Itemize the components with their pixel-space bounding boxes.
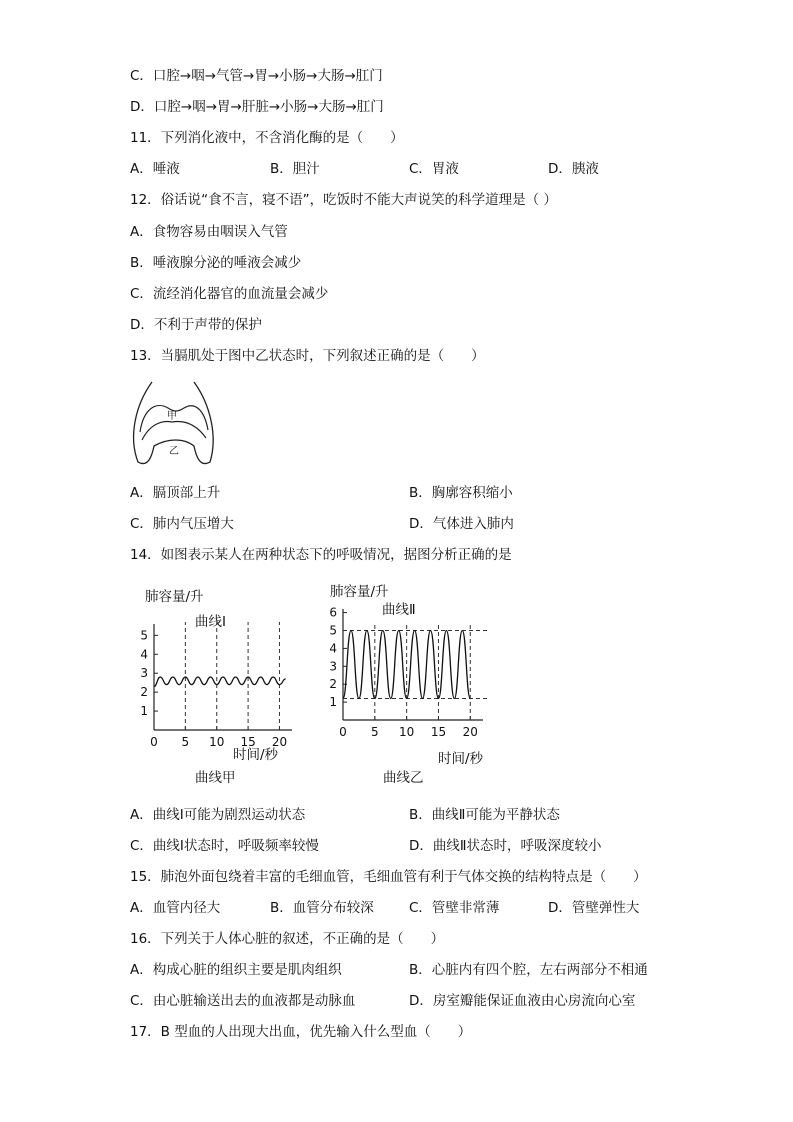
chart-jia-y-tick-label: 2: [140, 685, 148, 700]
chart-yi: [325, 578, 500, 785]
q11-option-a: A．唾液: [130, 161, 180, 177]
chart-jia-caption: 曲线甲: [195, 770, 236, 786]
diaphragm-figure: [128, 378, 218, 470]
q12-option-b: B．唾液腺分泌的唾液会减少: [130, 255, 302, 271]
chart-yi-y-tick-label: 6: [329, 605, 337, 620]
q14-stem: 14．如图表示某人在两种状态下的呼吸情况，据图分析正确的是: [130, 547, 512, 563]
q16-option-b: B．心脏内有四个腔，左右两部分不相通: [409, 962, 648, 978]
chart-yi-caption: 曲线乙: [383, 770, 424, 786]
q12-option-d: D．不利于声带的保护: [130, 317, 262, 333]
chart-jia-y-tick-label: 4: [140, 647, 148, 662]
q15-option-c: C．管壁非常薄: [409, 900, 500, 916]
chart-jia-x-tick-label: 15: [240, 735, 256, 749]
chart-jia-x-tick-label: 10: [209, 735, 225, 749]
q14-option-c: C．曲线Ⅰ状态时，呼吸频率较慢: [130, 838, 319, 854]
chart-jia-y-tick-label: 3: [140, 666, 148, 681]
q15-option-d: D．管壁弹性大: [548, 900, 640, 916]
q12-option-c: C．流经消化器官的血流量会减少: [130, 286, 329, 302]
chart-yi-x-tick-label: 5: [370, 725, 379, 739]
q13-option-b: B．胸廓容积缩小: [409, 485, 513, 501]
diaphragm-label-jia: 甲: [167, 411, 177, 422]
chart-jia-x-tick-label: 0: [150, 735, 158, 749]
chart-jia-y-tick-label: 1: [140, 704, 148, 719]
chart-yi-series-label: 曲线Ⅱ: [382, 602, 416, 618]
chart-jia: [140, 580, 300, 785]
chart-jia-series-label: 曲线Ⅰ: [195, 614, 226, 630]
chart-yi-y-tick-label: 3: [329, 659, 337, 674]
chart-yi-x-tick-label: 15: [430, 725, 447, 739]
chart-yi-y-tick-label: 4: [329, 641, 337, 656]
q13-option-a: A．膈顶部上升: [130, 485, 221, 501]
q14-option-d: D．曲线Ⅱ状态时，呼吸深度较小: [409, 838, 602, 854]
chart-yi-x-tick-label: 20: [462, 725, 478, 739]
chart-yi-ylabel: 肺容量/升: [330, 584, 389, 600]
q13-option-d: D．气体进入肺内: [409, 516, 514, 532]
q16-stem: 16．下列关于人体心脏的叙述，不正确的是（ ）: [130, 931, 445, 947]
q15-option-a: A．血管内径大: [130, 900, 221, 916]
q16-option-d: D．房室瓣能保证血液由心房流向心室: [409, 993, 636, 1009]
chart-yi-x-tick-label: 10: [398, 725, 415, 739]
q11-stem: 11．下列消化液中，不含消化酶的是（ ）: [130, 130, 404, 146]
q13-option-c: C．肺内气压增大: [130, 516, 234, 532]
chart-jia-y-tick-label: 5: [140, 628, 148, 643]
q17-stem: 17．B 型血的人出现大出血，优先输入什么型血（ ）: [130, 1024, 472, 1040]
q12-stem: 12．俗话说“食不言，寝不语”，吃饭时不能大声说笑的科学道理是（ ）: [130, 192, 557, 208]
q11-option-b: B．胆汁: [270, 161, 320, 177]
chart-jia-x-tick-label: 5: [181, 735, 190, 749]
q12-option-a: A．食物容易由咽误入气管: [130, 224, 288, 240]
diaphragm-label-yi: 乙: [169, 446, 179, 457]
chart-yi-x-tick-label: 0: [339, 725, 347, 739]
q15-stem: 15．肺泡外面包绕着丰富的毛细血管，毛细血管有利于气体交换的结构特点是（ ）: [130, 869, 647, 885]
q15-option-b: B．血管分布较深: [270, 900, 374, 916]
q10-option-c: C．口腔→咽→气管→胃→小肠→大肠→肛门: [130, 68, 383, 84]
q10-option-d: D．口腔→咽→胃→肝脏→小肠→大肠→肛门: [130, 99, 384, 115]
q14-option-b: B．曲线Ⅱ可能为平静状态: [409, 807, 560, 823]
q16-option-a: A．构成心脏的组织主要是肌肉组织: [130, 962, 342, 978]
chart-jia-ylabel: 肺容量/升: [145, 589, 204, 605]
chart-jia-xlabel: 时间/秒: [233, 747, 279, 763]
q16-option-c: C．由心脏输送出去的血液都是动脉血: [130, 993, 356, 1009]
q11-option-d: D．胰液: [548, 161, 599, 177]
chart-yi-y-tick-label: 1: [329, 695, 337, 710]
q14-option-a: A．曲线Ⅰ可能为剧烈运动状态: [130, 807, 306, 823]
chart-jia-series-line-0: [154, 677, 286, 687]
chart-yi-y-tick-label: 2: [329, 677, 337, 692]
chart-jia-x-tick-label: 20: [271, 735, 288, 749]
q11-option-c: C．胃液: [409, 161, 459, 177]
chart-yi-y-tick-label: 5: [329, 623, 337, 638]
chart-yi-xlabel: 时间/秒: [438, 751, 484, 767]
q13-stem: 13．当膈肌处于图中乙状态时，下列叙述正确的是（ ）: [130, 348, 485, 364]
